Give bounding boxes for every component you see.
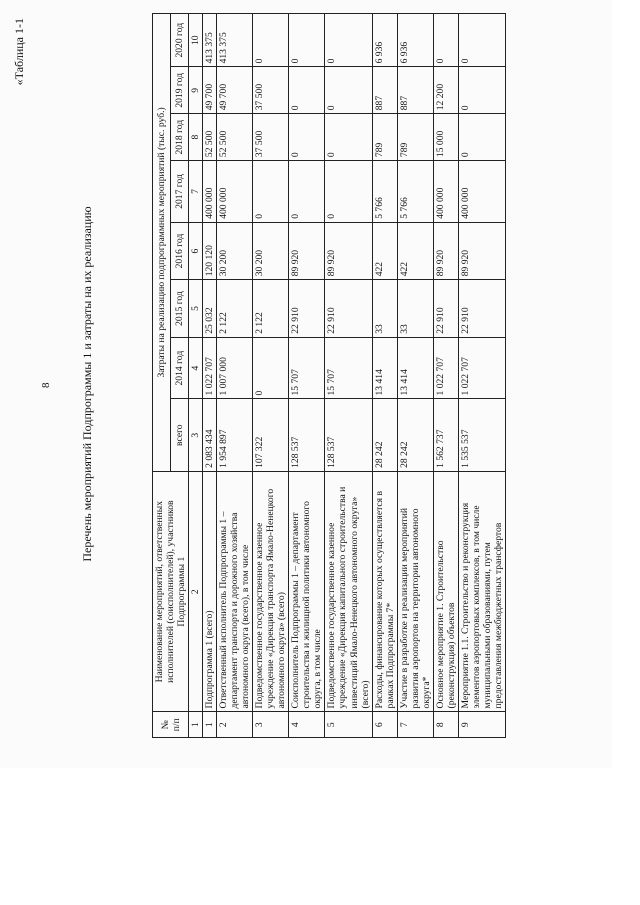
- row-number: 7: [397, 712, 433, 738]
- value-2014: 13 414: [397, 337, 433, 399]
- row-name: Подведомственное государственное казенное учреждение «Дирекция транспорта Ямало-Ненецкого автономного округа» (всего): [253, 471, 289, 712]
- header-year: 2019 год: [171, 67, 189, 114]
- header-total: всего: [171, 399, 189, 471]
- row-number: 4: [289, 712, 325, 738]
- row-name: Участие в разработке и реализации мероприятий развития аэропортов на территории автономного округа*: [397, 471, 433, 712]
- column-index: 10: [189, 14, 203, 67]
- row-number: 9: [458, 712, 505, 738]
- header-number: № п/п: [153, 712, 189, 738]
- value-2018: 0: [289, 114, 325, 161]
- row-number: 2: [217, 712, 253, 738]
- value-2020: 0: [289, 14, 325, 67]
- page-number: 8: [40, 382, 52, 388]
- value-2018: 15 000: [433, 114, 458, 161]
- value-2019: 12 200: [433, 67, 458, 114]
- value-2015: 33: [397, 280, 433, 337]
- value-2020: 413 375: [203, 14, 217, 67]
- value-2014: 1 007 000: [217, 337, 253, 399]
- value-2014: 1 022 707: [458, 337, 505, 399]
- column-index: 1: [189, 712, 203, 738]
- value-2016: 89 920: [325, 222, 372, 279]
- value-2015: 2 122: [217, 280, 253, 337]
- value-2016: 89 920: [289, 222, 325, 279]
- value-total: 1 954 897: [217, 399, 253, 471]
- table-row: [433, 14, 458, 738]
- value-2015: 22 910: [433, 280, 458, 337]
- value-2020: 413 375: [217, 14, 253, 67]
- blank-area: [0, 768, 640, 905]
- value-2016: 422: [372, 222, 397, 279]
- column-index: 8: [189, 114, 203, 161]
- value-2017: 400 000: [433, 161, 458, 223]
- value-2018: 52 500: [203, 114, 217, 161]
- value-2015: 2 122: [253, 280, 289, 337]
- table-row: [203, 14, 217, 738]
- value-2015: 25 032: [203, 280, 217, 337]
- column-index: 4: [189, 337, 203, 399]
- table-label: «Таблица 1-1: [12, 18, 26, 86]
- value-total: 107 322: [253, 399, 289, 471]
- header-year: 2014 год: [171, 337, 189, 399]
- document-title: Перечень мероприятий Подпрограммы 1 и затраты на их реализацию: [80, 206, 94, 562]
- header-year: 2015 год: [171, 280, 189, 337]
- value-2016: 120 120: [203, 222, 217, 279]
- row-name: Расходы, финансирование которых осуществляется в рамках Подпрограммы 7*: [372, 471, 397, 712]
- value-2018: 789: [372, 114, 397, 161]
- table-row: [458, 14, 505, 738]
- column-index: 6: [189, 222, 203, 279]
- value-2019: 37 500: [253, 67, 289, 114]
- header-year: 2018 год: [171, 114, 189, 161]
- table-row: [289, 14, 325, 738]
- value-2017: 0: [289, 161, 325, 223]
- column-index: 3: [189, 399, 203, 471]
- page-edge: [612, 0, 640, 768]
- value-2019: 0: [289, 67, 325, 114]
- value-2014: 1 022 707: [203, 337, 217, 399]
- row-name: Подведомственное государственное казенное учреждение «Дирекция капитального строительства и инвестиций Ямало-Ненецкого автономного округа» (всего): [325, 471, 372, 712]
- value-2019: 887: [372, 67, 397, 114]
- value-2015: 33: [372, 280, 397, 337]
- column-index: 5: [189, 280, 203, 337]
- header-year: 2017 год: [171, 161, 189, 223]
- value-2017: 5 766: [397, 161, 433, 223]
- value-2019: 49 700: [203, 67, 217, 114]
- row-name: Основное мероприятие 1. Строительство (реконструкция) объектов: [433, 471, 458, 712]
- value-2020: 0: [325, 14, 372, 67]
- row-name: Соисполнитель Подпрограммы 1 – департамент строительства и жилищной политики автономного округа, в том числе: [289, 471, 325, 712]
- value-2016: 422: [397, 222, 433, 279]
- value-2016: 30 200: [217, 222, 253, 279]
- value-2018: 0: [458, 114, 505, 161]
- row-number: 5: [325, 712, 372, 738]
- value-2019: 49 700: [217, 67, 253, 114]
- value-total: 128 537: [325, 399, 372, 471]
- column-index: 2: [189, 471, 203, 712]
- table-row: [325, 14, 372, 738]
- value-2020: 6 936: [372, 14, 397, 67]
- table-row: [372, 14, 397, 738]
- header-costs: Затраты на реализацию подпрограммных мероприятий (тыс. руб.): [153, 14, 171, 472]
- value-2018: 37 500: [253, 114, 289, 161]
- value-2014: 15 707: [325, 337, 372, 399]
- value-total: 2 083 434: [203, 399, 217, 471]
- table-row: [217, 14, 253, 738]
- value-2015: 22 910: [325, 280, 372, 337]
- value-2017: 5 766: [372, 161, 397, 223]
- value-total: 128 537: [289, 399, 325, 471]
- value-2017: 0: [253, 161, 289, 223]
- row-number: 3: [253, 712, 289, 738]
- row-name: Мероприятие 1.1. Строительство и реконструкция элементов аэропортовых комплексов, в том числе муниципальными образованиями, путем предоставления межбюджетных трансфертов: [458, 471, 505, 712]
- value-2020: 0: [433, 14, 458, 67]
- value-2019: 0: [325, 67, 372, 114]
- value-2018: 0: [325, 114, 372, 161]
- value-2018: 52 500: [217, 114, 253, 161]
- row-number: 8: [433, 712, 458, 738]
- value-total: 1 562 737: [433, 399, 458, 471]
- value-2017: 400 000: [217, 161, 253, 223]
- column-index: 7: [189, 161, 203, 223]
- value-total: 28 242: [397, 399, 433, 471]
- value-2018: 789: [397, 114, 433, 161]
- table-row: [397, 14, 433, 738]
- value-2020: 0: [458, 14, 505, 67]
- value-2016: 89 920: [433, 222, 458, 279]
- column-index: 9: [189, 67, 203, 114]
- value-2019: 887: [397, 67, 433, 114]
- value-2020: 6 936: [397, 14, 433, 67]
- value-2019: 0: [458, 67, 505, 114]
- value-2020: 0: [253, 14, 289, 67]
- value-2017: 400 000: [458, 161, 505, 223]
- value-2016: 89 920: [458, 222, 505, 279]
- value-2015: 22 910: [458, 280, 505, 337]
- row-number: 6: [372, 712, 397, 738]
- value-2016: 30 200: [253, 222, 289, 279]
- header-name: Наименование мероприятий, ответственных исполнителей (соисполнителей), участников Подпрограммы 1: [153, 471, 189, 712]
- value-2017: 0: [325, 161, 372, 223]
- value-2017: 400 000: [203, 161, 217, 223]
- table-row: [253, 14, 289, 738]
- row-number: 1: [203, 712, 217, 738]
- value-2014: 13 414: [372, 337, 397, 399]
- row-name: Ответственный исполнитель Подпрограммы 1 – департамент транспорта и дорожного хозяйства автономного округа (всего), в том числе: [217, 471, 253, 712]
- header-year: 2016 год: [171, 222, 189, 279]
- value-total: 1 535 537: [458, 399, 505, 471]
- column-index-row: [189, 14, 203, 738]
- value-2014: 15 707: [289, 337, 325, 399]
- value-2014: 0: [253, 337, 289, 399]
- program-costs-table: [152, 13, 506, 738]
- header-year: 2020 год: [171, 14, 189, 67]
- value-total: 28 242: [372, 399, 397, 471]
- row-name: Подпрограмма 1 (всего): [203, 471, 217, 712]
- value-2014: 1 022 707: [433, 337, 458, 399]
- value-2015: 22 910: [289, 280, 325, 337]
